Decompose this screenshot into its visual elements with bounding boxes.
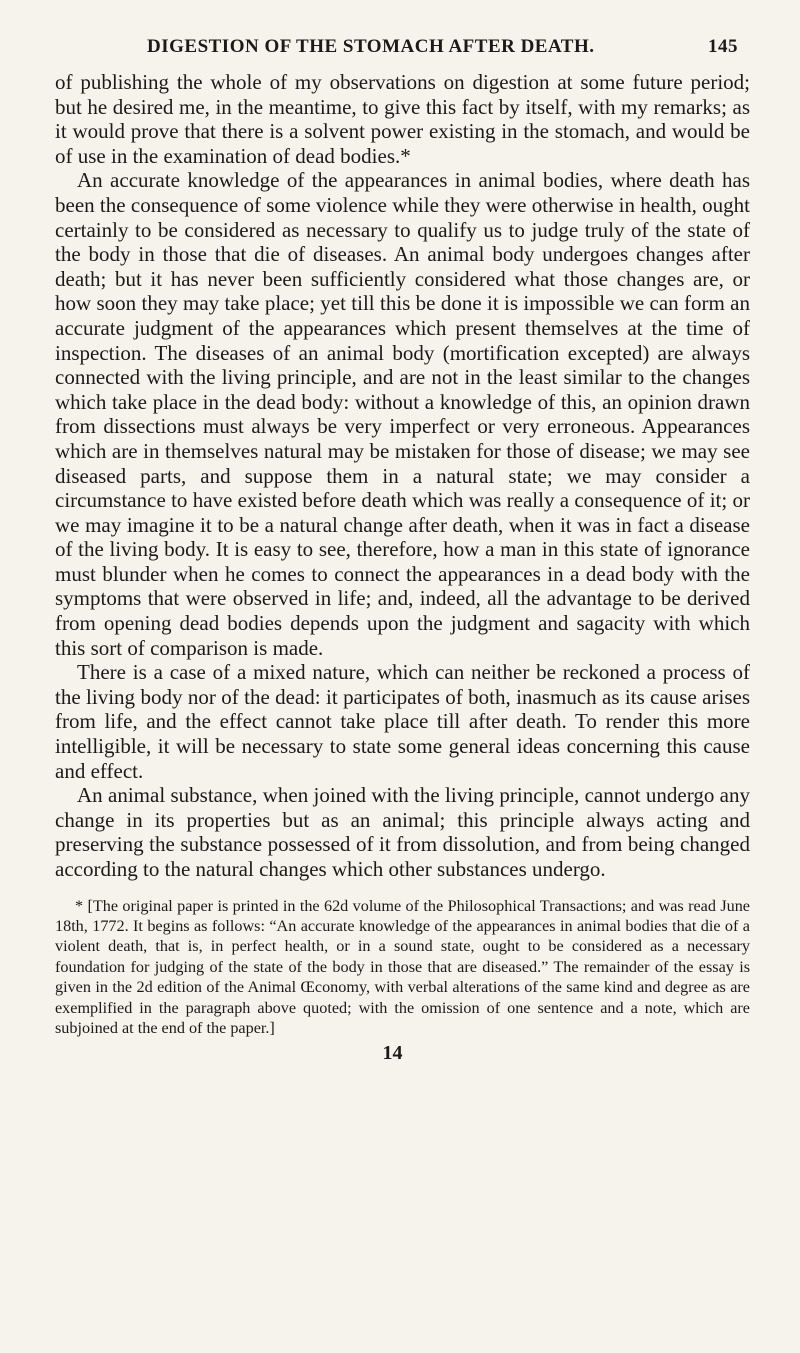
body-text (55, 70, 750, 882)
paragraph-continued: of publishing the whole of my observations on digestion at some future period; but he desired me, in the meantime, to give this fact by itself, with my remarks; as it would prove that there is a solvent power existing in the stomach, and would be of use in the examination of dead bodies.* (55, 70, 750, 168)
paragraph: An accurate knowledge of the appearances in animal bodies, where death has been the consequence of some violence while they were otherwise in health, ought certainly to be considered as necessary to qualify us to judge truly of the state of the body in those that die of diseases. An animal body undergoes changes after death; but it has never been sufficiently considered what those changes are, or how soon they may take place; yet till this be done it is impossible we can form an accurate judgment of the appearances which present themselves at the time of inspection. The diseases of an animal body (mortification excepted) are always connected with the living principle, and are not in the least similar to the changes which take place in the dead body: without a knowledge of this, an opinion drawn from dissections must always be very imperfect or very erroneous. Appearances which are in themselves natural may be mistaken for those of disease; we may see diseased parts, and suppose them in a natural state; we may consider a circumstance to have existed before death which was really a consequence of it; or we may imagine it to be a natural change after death, when it was in fact a disease of the living body. It is easy to see, therefore, how a man in this state of ignorance must blunder when he comes to connect the appearances in a dead body with the symptoms that were observed in life; and, indeed, all the advantage to be derived from opening dead bodies depends upon the judgment and sagacity with which this sort of comparison is made. (55, 168, 750, 660)
paragraph: An animal substance, when joined with the living principle, cannot undergo any change in its properties but as an animal; this principle always acting and preserving the substance possessed of it from dissolution, and from being changed according to the natural changes which other substances undergo. (55, 783, 750, 881)
signature-mark: 14 (382, 1042, 403, 1065)
footnote-text: * [The original paper is printed in the 62d volume of the Philosophical Transactions; and was read June 18th, 1772. It begins as follows: “An accurate knowledge of the appearances in animal bodies that die of a violent death, that is, in perfect health, or in a sound state, ought to be considered as a necessary foundation for judging of the state of the body in those that are diseased.” The remainder of the essay is given in the 2d edition of the Animal Œconomy, with verbal alterations of the same kind and degree as are exemplified in the paragraph above quoted; with the omission of one sentence and a note, which are subjoined at the end of the paper.] (55, 896, 750, 1038)
page-number: 145 (708, 36, 738, 57)
footnote (55, 896, 750, 1039)
paragraph: There is a case of a mixed nature, which can neither be reckoned a process of the living body nor of the dead: it participates of both, inasmuch as its cause arises from life, and the effect cannot take place till after death. To render this more intelligible, it will be necessary to state some general ideas concerning this cause and effect. (55, 660, 750, 783)
running-head (55, 36, 750, 70)
running-title: DIGESTION OF THE STOMACH AFTER DEATH. (147, 36, 595, 57)
